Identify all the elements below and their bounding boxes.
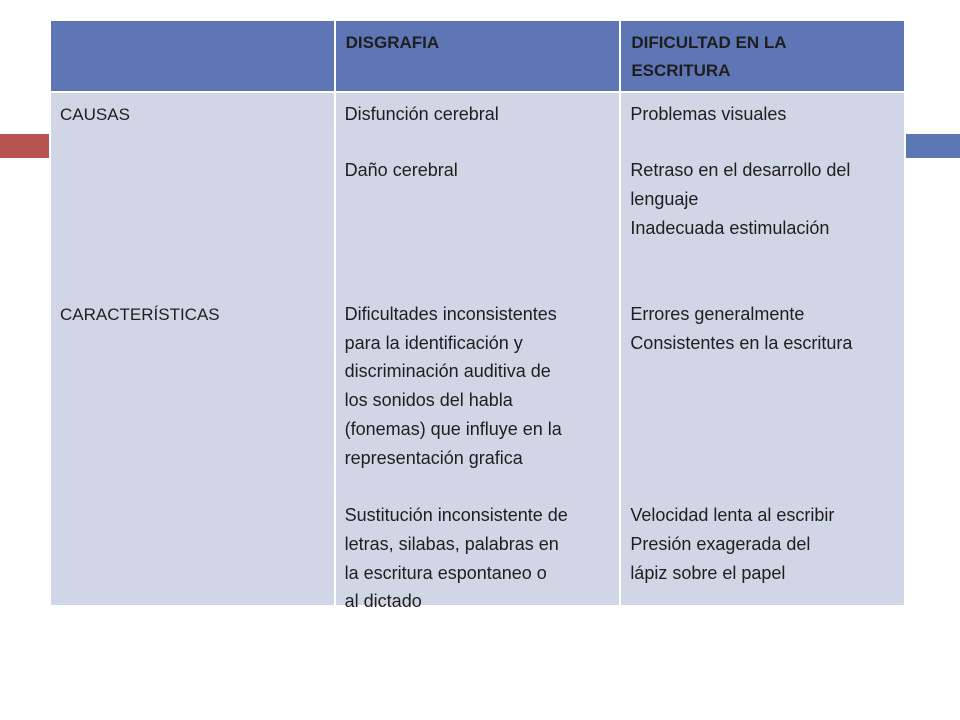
dificultad-line: Consistentes en la escritura bbox=[630, 333, 853, 353]
body-row bbox=[50, 92, 905, 606]
disgrafia-line: Disfunción cerebral bbox=[344, 104, 499, 124]
dificultad-line: Errores generalmente bbox=[630, 304, 805, 324]
dificultad-line: Retraso en el desarrollo del bbox=[630, 160, 851, 180]
disgrafia-line: letras, silabas, palabras en bbox=[344, 534, 559, 554]
label-causas: CAUSAS bbox=[60, 105, 130, 124]
dificultad-line: Problemas visuales bbox=[630, 104, 787, 124]
label-caracteristicas: CARACTERÍSTICAS bbox=[60, 305, 220, 324]
row-labels-cell bbox=[50, 92, 335, 606]
dificultad-line: Presión exagerada del bbox=[630, 534, 811, 554]
header-blank-cell bbox=[50, 20, 335, 92]
header-dificultad bbox=[620, 20, 905, 92]
dificultad-cell bbox=[620, 92, 905, 606]
disgrafia-line: para la identificación y bbox=[344, 333, 523, 353]
disgrafia-line: los sonidos del habla bbox=[344, 390, 513, 410]
header-dificultad-line2: ESCRITURA bbox=[631, 61, 731, 80]
disgrafia-line: representación grafica bbox=[344, 448, 523, 468]
header-row bbox=[50, 20, 905, 92]
disgrafia-line: al dictado bbox=[344, 591, 422, 611]
disgrafia-line: Dificultades inconsistentes bbox=[344, 304, 557, 324]
disgrafia-line: Daño cerebral bbox=[344, 160, 458, 180]
comparison-table bbox=[49, 19, 906, 611]
disgrafia-line: (fonemas) que influye en la bbox=[344, 419, 562, 439]
dificultad-line: lápiz sobre el papel bbox=[630, 563, 786, 583]
disgrafia-line: discriminación auditiva de bbox=[344, 361, 551, 381]
dificultad-line: Inadecuada estimulación bbox=[630, 218, 830, 238]
disgrafia-line: Sustitución inconsistente de bbox=[344, 505, 568, 525]
accent-bar-left bbox=[0, 134, 52, 158]
header-disgrafia bbox=[335, 20, 621, 92]
disgrafia-line: la escritura espontaneo o bbox=[344, 563, 547, 583]
header-dificultad-line1: DIFICULTAD EN LA bbox=[631, 33, 787, 52]
accent-bar-right bbox=[904, 134, 960, 158]
disgrafia-cell bbox=[335, 92, 621, 611]
dificultad-line: Velocidad lenta al escribir bbox=[630, 505, 835, 525]
dificultad-line: lenguaje bbox=[630, 189, 699, 209]
header-disgrafia-label: DISGRAFIA bbox=[345, 33, 440, 52]
